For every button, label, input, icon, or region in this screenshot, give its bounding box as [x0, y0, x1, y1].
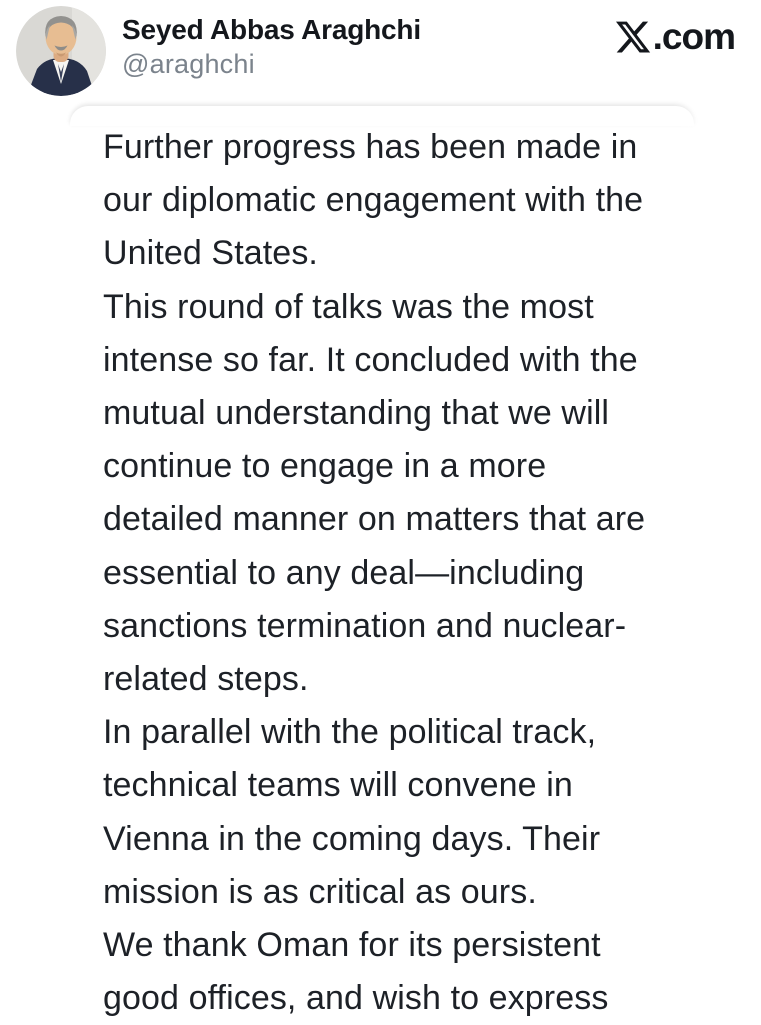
avatar-illustration	[16, 6, 106, 96]
user-handle[interactable]: @araghchi	[122, 49, 255, 79]
tweet-text-line: sanctions termination and nuclear-	[103, 606, 627, 645]
x-com-watermark	[614, 18, 735, 56]
tweet-text-line: In parallel with the political track,	[103, 713, 597, 752]
tweet-text	[103, 121, 703, 1025]
tweet-text-line: Vienna in the coming days. Their	[103, 819, 601, 858]
avatar[interactable]	[16, 6, 106, 96]
x-logo-icon	[614, 18, 652, 56]
display-name[interactable]: Seyed Abbas Araghchi	[122, 14, 421, 45]
tweet-text-line: good offices, and wish to express	[103, 979, 609, 1018]
tweet-text-line: intense so far. It concluded with the	[103, 340, 638, 379]
tweet-text-line: United States.	[103, 234, 318, 273]
user-identity	[122, 12, 421, 81]
tweet-text-line: detailed manner on matters that are	[103, 500, 646, 539]
tweet-text-line: technical teams will convene in	[103, 766, 573, 805]
watermark-domain-suffix: .com	[652, 16, 735, 57]
tweet-header	[0, 0, 761, 106]
tweet-text-line: Further progress has been made in	[103, 128, 638, 166]
tweet-text-line: essential to any deal—including	[103, 553, 585, 592]
tweet-text-line: mutual understanding that we will	[103, 394, 610, 433]
tweet-text-line: continue to engage in a more	[103, 447, 547, 486]
tweet-text-line: mission is as critical as ours.	[103, 872, 537, 911]
tweet-text-line: our diplomatic engagement with the	[103, 181, 644, 220]
tweet-text-line: We thank Oman for its persistent	[103, 926, 601, 965]
tweet-text-line: related steps.	[103, 660, 309, 699]
tweet-text-line: This round of talks was the most	[103, 287, 594, 326]
